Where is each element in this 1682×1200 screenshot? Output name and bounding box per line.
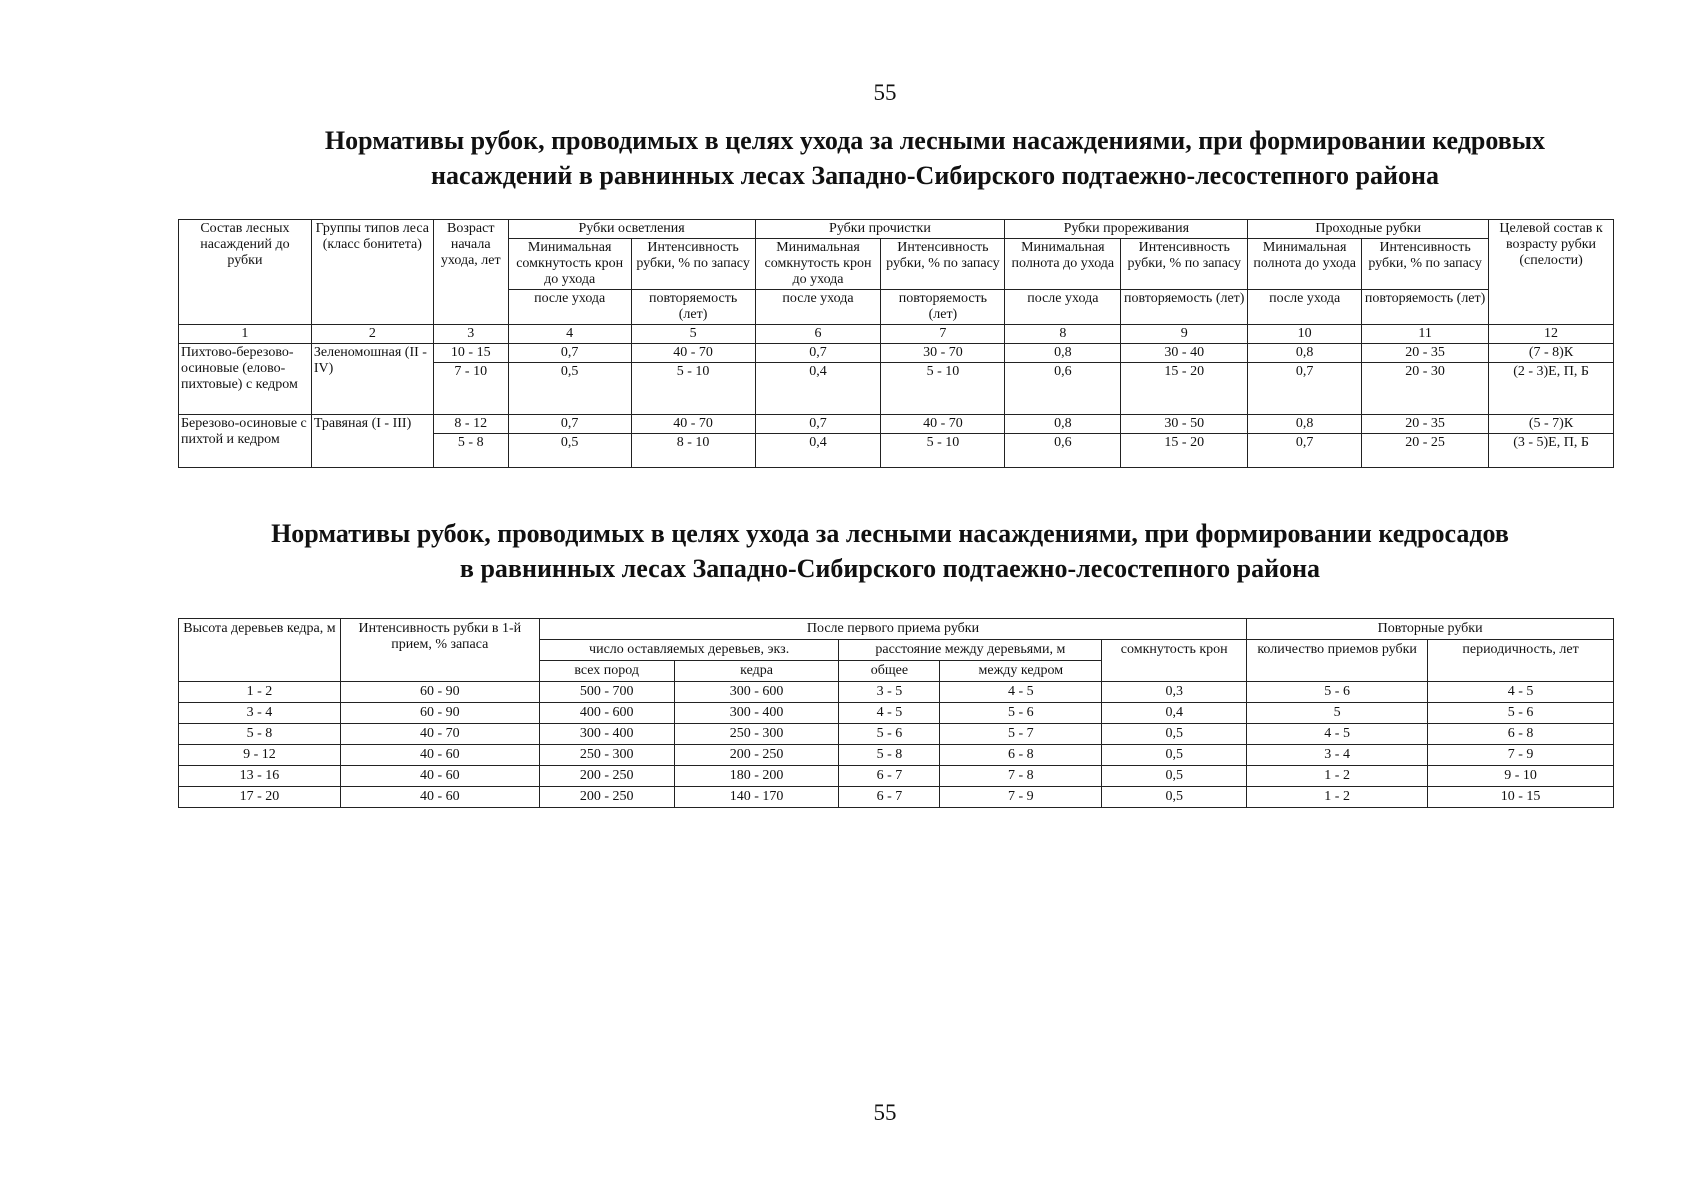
table-cell: 0,5: [508, 434, 631, 468]
table-cell: 3 - 4: [179, 703, 341, 724]
table-cell: 40 - 60: [340, 745, 539, 766]
table-cell: 30 - 40: [1121, 344, 1248, 363]
table-cell: 0,7: [1248, 363, 1362, 415]
table-cell: 0,8: [1005, 344, 1121, 363]
table-cell: 0,6: [1005, 434, 1121, 468]
table-cell: 400 - 600: [539, 703, 674, 724]
table-cell: 500 - 700: [539, 682, 674, 703]
header-distance: расстояние между деревьями, м: [839, 640, 1102, 661]
header-min-density: Минимальная полнота до ухода: [1248, 239, 1362, 290]
header-trees-left: число оставляемых деревьев, экз.: [539, 640, 839, 661]
header-repeat: повторяемость (лет): [1121, 290, 1248, 325]
table-cell: 40 - 70: [881, 415, 1005, 434]
table-row: [179, 703, 1614, 724]
table-cell: 5 - 6: [839, 724, 940, 745]
column-number: 2: [311, 325, 433, 344]
table-cell: 0,5: [1102, 766, 1247, 787]
column-number: 6: [755, 325, 881, 344]
table-cell: 20 - 25: [1362, 434, 1489, 468]
group2-type: Травяная (I - III): [311, 415, 433, 468]
table-cell: 3 - 5: [839, 682, 940, 703]
table-cell: 40 - 70: [631, 415, 755, 434]
header-min-closure: Минимальная сомкнутость крон до ухода: [508, 239, 631, 290]
table-cell: 3 - 4: [1247, 745, 1428, 766]
table-cell: 8 - 10: [631, 434, 755, 468]
table-cell: 10 - 15: [1428, 787, 1614, 808]
table-cell: 40 - 70: [340, 724, 539, 745]
table2-header-row-1: [179, 619, 1614, 640]
table-cell: 15 - 20: [1121, 363, 1248, 415]
table-cell: 15 - 20: [1121, 434, 1248, 468]
column-number: 4: [508, 325, 631, 344]
header-repeat: повторяемость (лет): [631, 290, 755, 325]
table-row: [179, 724, 1614, 745]
header-after-first: После первого приема рубки: [539, 619, 1246, 640]
group1-composition: Пихтово-березово-осиновые (елово-пихтовые) с кедром: [179, 344, 312, 415]
table1-header-row-1: [179, 220, 1614, 239]
header-thinning: Рубки прореживания: [1005, 220, 1248, 239]
header-cedar: кедра: [674, 661, 839, 682]
header-repeat-cuttings: Повторные рубки: [1247, 619, 1614, 640]
column-number: 11: [1362, 325, 1489, 344]
table-cell: 0,5: [1102, 745, 1247, 766]
header-composition: Состав лесных насаждений до рубки: [179, 220, 312, 325]
table-cell: 40 - 60: [340, 766, 539, 787]
table-row: [179, 344, 1614, 363]
header-intensity: Интенсивность рубки, % по запасу: [631, 239, 755, 290]
table-cell: 250 - 300: [674, 724, 839, 745]
header-min-closure: Минимальная сомкнутость крон до ухода: [755, 239, 881, 290]
page-number-bottom: 55: [873, 1100, 897, 1125]
table-cell: 0,7: [755, 344, 881, 363]
table-cell: 0,8: [1248, 415, 1362, 434]
table-cell: 6 - 7: [839, 766, 940, 787]
table-cell: 200 - 250: [674, 745, 839, 766]
group2-composition: Березово-осиновые с пихтой и кедром: [179, 415, 312, 468]
table-cell: 5 - 8: [179, 724, 341, 745]
table-cell: 5 - 8: [433, 434, 508, 468]
table-row: [179, 415, 1614, 434]
table-row: [179, 745, 1614, 766]
cedar-stands-table: [178, 219, 1614, 468]
header-closure: сомкнутость крон: [1102, 640, 1247, 682]
header-after-care: после ухода: [508, 290, 631, 325]
table-cell: 0,4: [755, 363, 881, 415]
table-cell: 0,5: [1102, 724, 1247, 745]
table-cell: 9 - 10: [1428, 766, 1614, 787]
table-cell: (5 - 7)К: [1489, 415, 1614, 434]
table-cell: 20 - 35: [1362, 415, 1489, 434]
table-cell: 8 - 12: [433, 415, 508, 434]
table-cell: 0,7: [508, 415, 631, 434]
table1-title-line1: Нормативы рубок, проводимых в целях ухода за лесными насаждениями, при формировании кедровых: [324, 126, 1546, 155]
header-intensity: Интенсивность рубки, % по запасу: [1362, 239, 1489, 290]
table2-title: [200, 516, 1580, 586]
table-cell: 0,5: [1102, 787, 1247, 808]
column-number: 8: [1005, 325, 1121, 344]
header-intensity: Интенсивность рубки, % по запасу: [1121, 239, 1248, 290]
table-cell: 4 - 5: [1428, 682, 1614, 703]
table-cell: 20 - 35: [1362, 344, 1489, 363]
table-cell: 7 - 10: [433, 363, 508, 415]
table-cell: 5 - 10: [881, 363, 1005, 415]
table-row: [179, 787, 1614, 808]
header-target: Целевой состав к возрасту рубки (спелости): [1489, 220, 1614, 325]
table-cell: 6 - 7: [839, 787, 940, 808]
table-cell: 7 - 9: [940, 787, 1102, 808]
table-cell: 0,5: [508, 363, 631, 415]
column-number: 9: [1121, 325, 1248, 344]
table-cell: 1 - 2: [1247, 787, 1428, 808]
table-cell: 250 - 300: [539, 745, 674, 766]
column-number: 1: [179, 325, 312, 344]
header-between-cedar: между кедром: [940, 661, 1102, 682]
table2-body: [179, 682, 1614, 808]
table-cell: 0,6: [1005, 363, 1121, 415]
table-cell: 0,7: [1248, 434, 1362, 468]
table-cell: 0,8: [1005, 415, 1121, 434]
group1-type: Зеленомошная (II - IV): [311, 344, 433, 415]
table-cell: 0,3: [1102, 682, 1247, 703]
table-cell: 4 - 5: [940, 682, 1102, 703]
table2-title-line1: Нормативы рубок, проводимых в целях ухода за лесными насаждениями, при формировании кедросадов: [271, 519, 1509, 548]
header-cleaning: Рубки прочистки: [755, 220, 1005, 239]
header-count: количество приемов рубки: [1247, 640, 1428, 682]
header-min-density: Минимальная полнота до ухода: [1005, 239, 1121, 290]
header-forest-groups: Группы типов леса (класс бонитета): [311, 220, 433, 325]
header-after-care: после ухода: [1248, 290, 1362, 325]
table-cell: 60 - 90: [340, 703, 539, 724]
table-cell: 0,4: [1102, 703, 1247, 724]
header-periodicity: периодичность, лет: [1428, 640, 1614, 682]
column-number: 5: [631, 325, 755, 344]
table-row: [179, 682, 1614, 703]
header-total: общее: [839, 661, 940, 682]
column-number: 7: [881, 325, 1005, 344]
table-cell: 5 - 10: [631, 363, 755, 415]
table-cell: (2 - 3)Е, П, Б: [1489, 363, 1614, 415]
table-cell: 5 - 6: [1247, 682, 1428, 703]
table-cell: 0,7: [755, 415, 881, 434]
table-cell: 1 - 2: [179, 682, 341, 703]
table1-title: [250, 123, 1620, 193]
table-cell: 30 - 70: [881, 344, 1005, 363]
table-cell: 5 - 7: [940, 724, 1102, 745]
table-cell: 6 - 8: [1428, 724, 1614, 745]
table-cell: 140 - 170: [674, 787, 839, 808]
page-number-top: 55: [873, 80, 897, 105]
table-cell: 4 - 5: [839, 703, 940, 724]
column-number: 10: [1248, 325, 1362, 344]
header-all-species: всех пород: [539, 661, 674, 682]
header-repeat: повторяемость (лет): [1362, 290, 1489, 325]
table-cell: 0,7: [508, 344, 631, 363]
table-cell: 7 - 9: [1428, 745, 1614, 766]
header-after-care: после ухода: [755, 290, 881, 325]
table1-title-line2: насаждений в равнинных лесах Западно-Сибирского подтаежно-лесостепного района: [431, 161, 1439, 190]
table-cell: (3 - 5)Е, П, Б: [1489, 434, 1614, 468]
table-cell: 20 - 30: [1362, 363, 1489, 415]
table-cell: 40 - 60: [340, 787, 539, 808]
table-row: [179, 766, 1614, 787]
table-cell: 30 - 50: [1121, 415, 1248, 434]
header-intensity: Интенсивность рубки в 1-й прием, % запаса: [340, 619, 539, 682]
table-cell: 5 - 6: [1428, 703, 1614, 724]
table-cell: (7 - 8)К: [1489, 344, 1614, 363]
table-cell: 5 - 6: [940, 703, 1102, 724]
header-lightening: Рубки осветления: [508, 220, 755, 239]
table-cell: 60 - 90: [340, 682, 539, 703]
header-age-start: Возраст начала ухода, лет: [433, 220, 508, 325]
table-cell: 9 - 12: [179, 745, 341, 766]
table-cell: 300 - 400: [539, 724, 674, 745]
table-cell: 0,4: [755, 434, 881, 468]
table-cell: 17 - 20: [179, 787, 341, 808]
table-cell: 200 - 250: [539, 787, 674, 808]
table2-title-line2: в равнинных лесах Западно-Сибирского подтаежно-лесостепного района: [459, 554, 1321, 583]
table-cell: 5 - 10: [881, 434, 1005, 468]
header-intensity: Интенсивность рубки, % по запасу: [881, 239, 1005, 290]
table-cell: 4 - 5: [1247, 724, 1428, 745]
header-after-care: после ухода: [1005, 290, 1121, 325]
table-cell: 10 - 15: [433, 344, 508, 363]
table-cell: 180 - 200: [674, 766, 839, 787]
header-repeat: повторяемость (лет): [881, 290, 1005, 325]
column-number: 3: [433, 325, 508, 344]
table-cell: 13 - 16: [179, 766, 341, 787]
cedar-orchards-table: [178, 618, 1614, 808]
header-passing: Проходные рубки: [1248, 220, 1489, 239]
table-cell: 40 - 70: [631, 344, 755, 363]
column-number: 12: [1489, 325, 1614, 344]
table-cell: 200 - 250: [539, 766, 674, 787]
table-cell: 1 - 2: [1247, 766, 1428, 787]
table1-column-numbers: [179, 325, 1614, 344]
table-cell: 300 - 400: [674, 703, 839, 724]
table-cell: 6 - 8: [940, 745, 1102, 766]
table-cell: 7 - 8: [940, 766, 1102, 787]
table-cell: 5: [1247, 703, 1428, 724]
table-cell: 0,8: [1248, 344, 1362, 363]
header-height: Высота деревьев кедра, м: [179, 619, 341, 682]
table-cell: 300 - 600: [674, 682, 839, 703]
table-cell: 5 - 8: [839, 745, 940, 766]
